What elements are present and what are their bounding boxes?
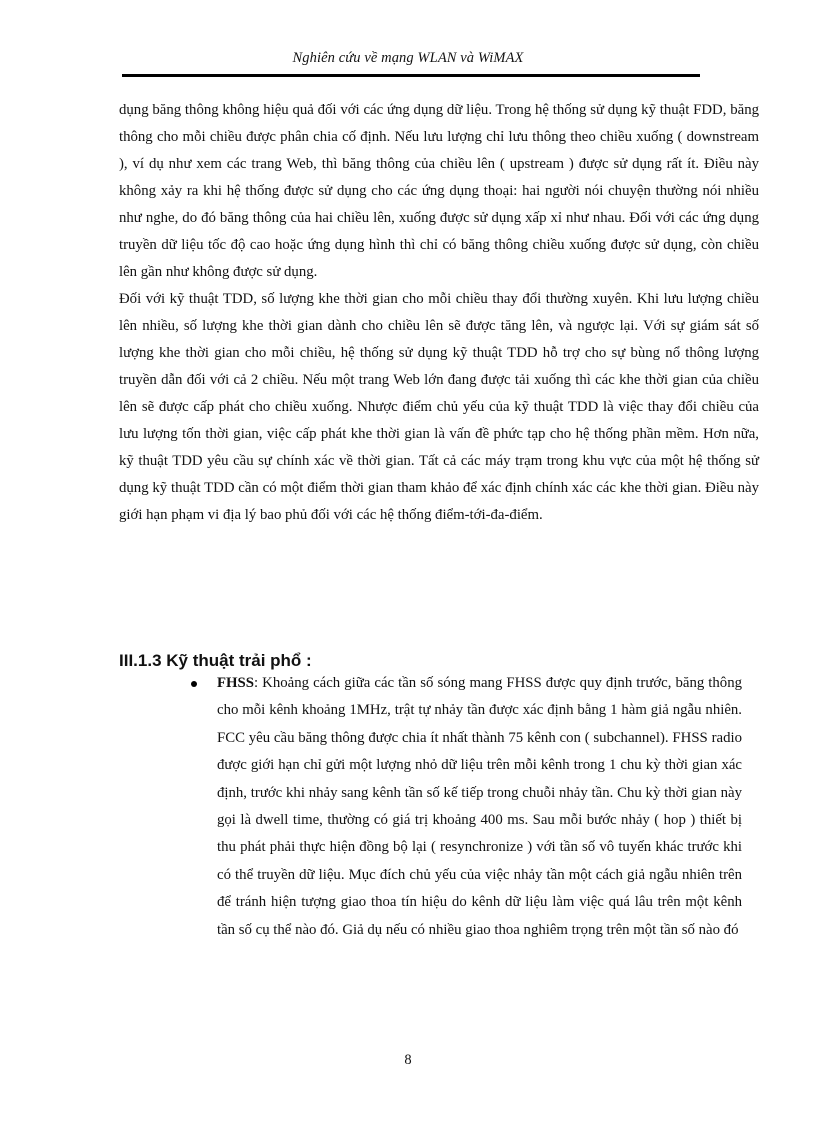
body-text xyxy=(119,97,759,529)
bullet-list xyxy=(217,670,742,944)
bullet-term: FHSS xyxy=(217,675,255,691)
bullet-icon xyxy=(191,681,197,687)
paragraph: dụng băng thông không hiệu quả đối với các ứng dụng dữ liệu. Trong hệ thống sử dụng kỹ thuật FDD, băng thông cho mỗi chiều được phân chia cố định. Nếu lưu lượng chỉ lưu thông theo chiều xuống ( downstream ), ví dụ như xem các trang Web, thì băng thông của chiều lên ( upstream ) được sử dụng rất ít. Điều này không xảy ra khi hệ thống được sử dụng cho các ứng dụng thoại: hai người nói chuyện thường nói nhiều như nghe, do đó băng thông của hai chiều lên, xuống được sử dụng xấp xỉ như nhau. Đối với các ứng dụng truyền dữ liệu tốc độ cao hoặc ứng dụng hình thì chỉ có băng thông chiều xuống được sử dụng, còn chiều lên gần như không được sử dụng. xyxy=(119,102,759,280)
section-heading: III.1.3 Kỹ thuật trải phổ : xyxy=(119,651,312,670)
bullet-text: : Khoảng cách giữa các tần số sóng mang FHSS được quy định trước, băng thông cho mỗi kênh khoảng 1MHz, trật tự nhảy tần được xác định bằng 1 hàm giả ngẫu nhiên. FCC yêu cầu băng thông được chia ít nhất thành 75 kênh con ( subchannel). FHSS radio được giới hạn chỉ gửi một lượng nhỏ dữ liệu trên mỗi kênh trong 1 chu kỳ thời gian xác định, trước khi nhảy sang kênh tần số kế tiếp trong chuỗi nhảy tần. Chu kỳ thời gian này gọi là dwell time, thường có giá trị khoảng 400 ms. Sau mỗi bước nhảy ( hop ) thiết bị thu phát phải thực hiện đồng bộ lại ( resynchronize ) với tần số vô tuyến khác trước khi có thể truyền dữ liệu. Mục đích chủ yếu của việc nhảy tần một cách giả ngẫu nhiên trên để tránh hiện tượng giao thoa tín hiệu do kênh dữ liệu làm việc quá lâu trên một kênh tần số cụ thể nào đó. Giả dụ nếu có nhiều giao thoa nghiêm trọng trên một tần số nào đó xyxy=(217,675,742,938)
page-number: 8 xyxy=(404,1052,412,1068)
list-item xyxy=(217,670,742,944)
header-divider xyxy=(122,74,700,77)
page-header-title: Nghiên cứu về mạng WLAN và WiMAX xyxy=(292,50,524,66)
paragraph: Đối với kỹ thuật TDD, số lượng khe thời gian cho mỗi chiều thay đổi thường xuyên. Khi lưu lượng chiều lên nhiều, số lượng khe thời gian dành cho chiều lên sẽ được tăng lên, và ngược lại. Với sự giám sát số lượng khe thời gian cho mỗi chiều, hệ thống sử dụng kỹ thuật TDD hỗ trợ cho sự bùng nổ thông lượng truyền dẫn đối với cả 2 chiều. Nếu một trang Web lớn đang được tải xuống thì các khe thời gian của chiều lên sẽ được cấp phát cho chiều xuống. Nhược điểm chủ yếu của kỹ thuật TDD là việc thay đổi chiều của lưu lượng tốn thời gian, việc cấp phát khe thời gian là vấn đề phức tạp cho hệ thống phần mềm. Hơn nữa, kỹ thuật TDD yêu cầu sự chính xác về thời gian. Tất cả các máy trạm trong khu vực của một hệ thống sử dụng kỹ thuật TDD cần có một điểm thời gian tham khảo để xác định chính xác các khe thời gian. Điều này giới hạn phạm vi địa lý bao phủ đối với các hệ thống điểm-tới-đa-điểm. xyxy=(119,291,759,523)
